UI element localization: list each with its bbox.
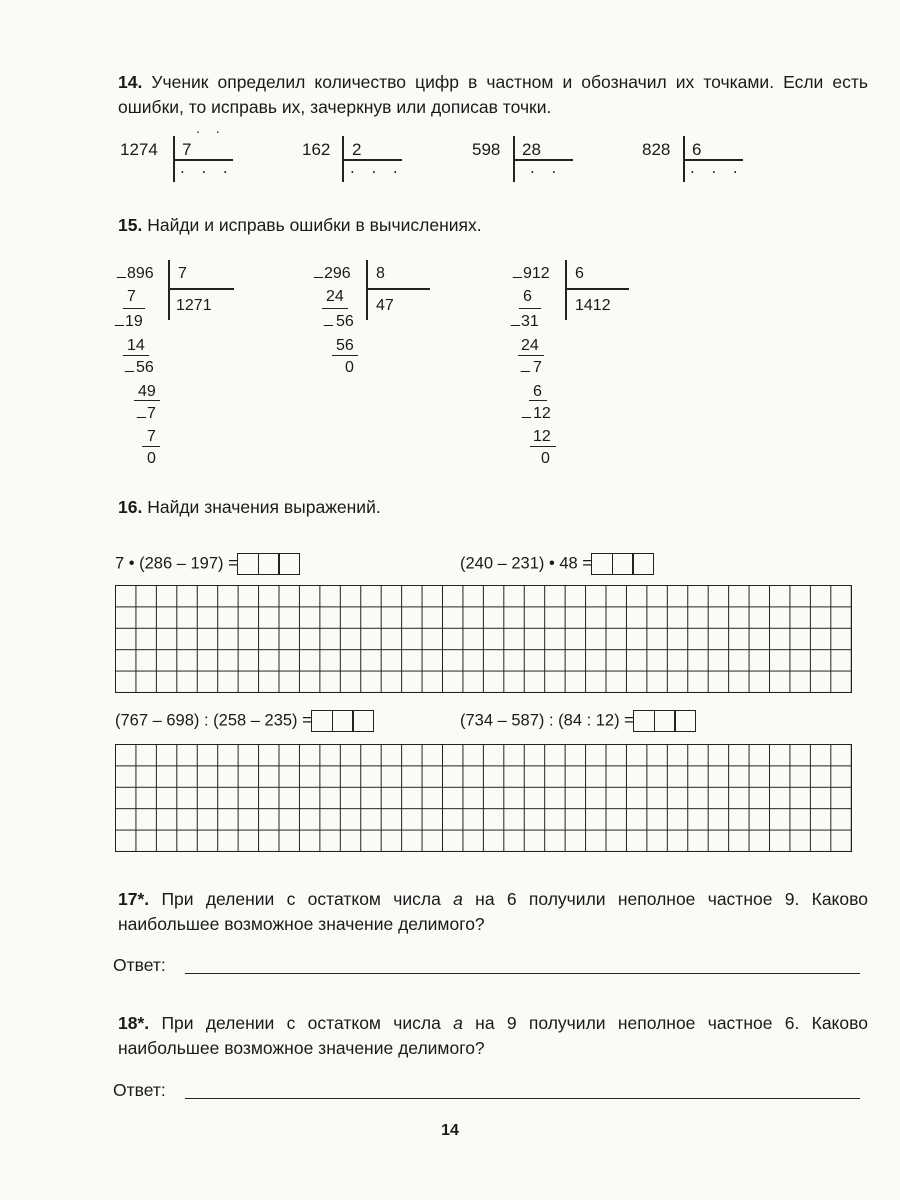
task-18-text <box>118 1011 868 1061</box>
dividend: 162 <box>302 140 331 159</box>
step: 56 <box>136 359 154 376</box>
step: 12 <box>533 405 551 422</box>
expression-2 <box>460 553 654 575</box>
task-16-text <box>118 495 868 520</box>
task-statement: на 6 получили неполное частное 9. Каково наибольшее возможное значение делимого? <box>118 889 868 934</box>
step: 7 <box>533 359 542 376</box>
task-statement: Ученик определил количество цифр в частном и обозначил их точками. Если есть ошибки, то исправь их, зачеркнув или дописав точки. <box>118 72 868 117</box>
step: 24 <box>521 337 539 354</box>
step: 6 <box>523 288 532 305</box>
variable: a <box>453 889 463 909</box>
quotient-dots: . . <box>530 158 563 177</box>
expression-text: (767 – 698) : (258 – 235) = <box>115 711 312 730</box>
expression-4 <box>460 710 696 732</box>
dividend: 598 <box>472 140 501 159</box>
dividend: 1274 <box>120 140 158 159</box>
task-14-text <box>118 70 868 120</box>
calculation-grid-2[interactable] <box>115 744 852 852</box>
task-statement: При делении с остатком числа <box>161 1013 441 1033</box>
step: 7 <box>127 288 136 305</box>
task-number: 18*. <box>118 1013 150 1033</box>
dividend: 912 <box>523 265 550 282</box>
task-number: 16. <box>118 497 143 517</box>
task-number: 14. <box>118 72 143 92</box>
quotient-dots: . . . <box>180 158 234 177</box>
divisor: 2 <box>352 140 362 159</box>
task-17-text <box>118 887 868 937</box>
step: 0 <box>345 359 354 376</box>
dividend: 296 <box>324 265 351 282</box>
expression-3 <box>115 710 374 732</box>
expression-text: (240 – 231) • 48 = <box>460 554 592 573</box>
step: 7 <box>147 405 156 422</box>
step: 19 <box>125 313 143 330</box>
answer-boxes[interactable] <box>239 553 301 575</box>
step: 56 <box>336 313 354 330</box>
task-statement: Найди значения выражений. <box>147 497 381 517</box>
task-number: 17*. <box>118 889 150 909</box>
answer-label: Ответ: <box>113 1080 166 1100</box>
calculation-grid-1[interactable] <box>115 585 852 693</box>
divisor: 8 <box>376 265 385 282</box>
task-statement: При делении с остатком числа <box>161 889 441 909</box>
task-number: 15. <box>118 215 143 235</box>
dividend: 828 <box>642 140 671 159</box>
extra-dots: . . <box>196 120 226 136</box>
divisor: 7 <box>182 140 192 159</box>
page-number: 14 <box>441 1122 459 1139</box>
quotient: 1412 <box>575 297 611 314</box>
dividend: 896 <box>127 265 154 282</box>
quotient: 1271 <box>176 297 212 314</box>
variable: a <box>453 1013 463 1033</box>
answer-line[interactable] <box>185 1098 860 1099</box>
step: 12 <box>533 428 551 445</box>
task-statement: на 9 получили неполное частное 6. Каково наибольшее возможное значение делимого? <box>118 1013 868 1058</box>
task-15-text <box>118 213 868 238</box>
step: 0 <box>541 450 550 467</box>
step: 49 <box>138 383 156 400</box>
quotient-dots: . . . <box>690 158 744 177</box>
answer-boxes[interactable] <box>313 710 375 732</box>
quotient-dots: . . . <box>350 158 404 177</box>
step: 0 <box>147 450 156 467</box>
answer-label: Ответ: <box>113 955 166 975</box>
step: 14 <box>127 337 145 354</box>
expression-1 <box>115 553 300 575</box>
divisor: 7 <box>178 265 187 282</box>
quotient: 47 <box>376 297 394 314</box>
expression-text: 7 • (286 – 197) = <box>115 554 238 573</box>
task-statement: Найди и исправь ошибки в вычислениях. <box>147 215 482 235</box>
step: 24 <box>326 288 344 305</box>
expression-text: (734 – 587) : (84 : 12) = <box>460 711 634 730</box>
step: 56 <box>336 337 354 354</box>
divisor: 6 <box>692 140 702 159</box>
step: 6 <box>533 383 542 400</box>
answer-boxes[interactable] <box>593 553 655 575</box>
answer-boxes[interactable] <box>635 710 697 732</box>
answer-line[interactable] <box>185 973 860 974</box>
divisor: 28 <box>522 140 541 159</box>
step: 31 <box>521 313 539 330</box>
divisor: 6 <box>575 265 584 282</box>
step: 7 <box>147 428 156 445</box>
